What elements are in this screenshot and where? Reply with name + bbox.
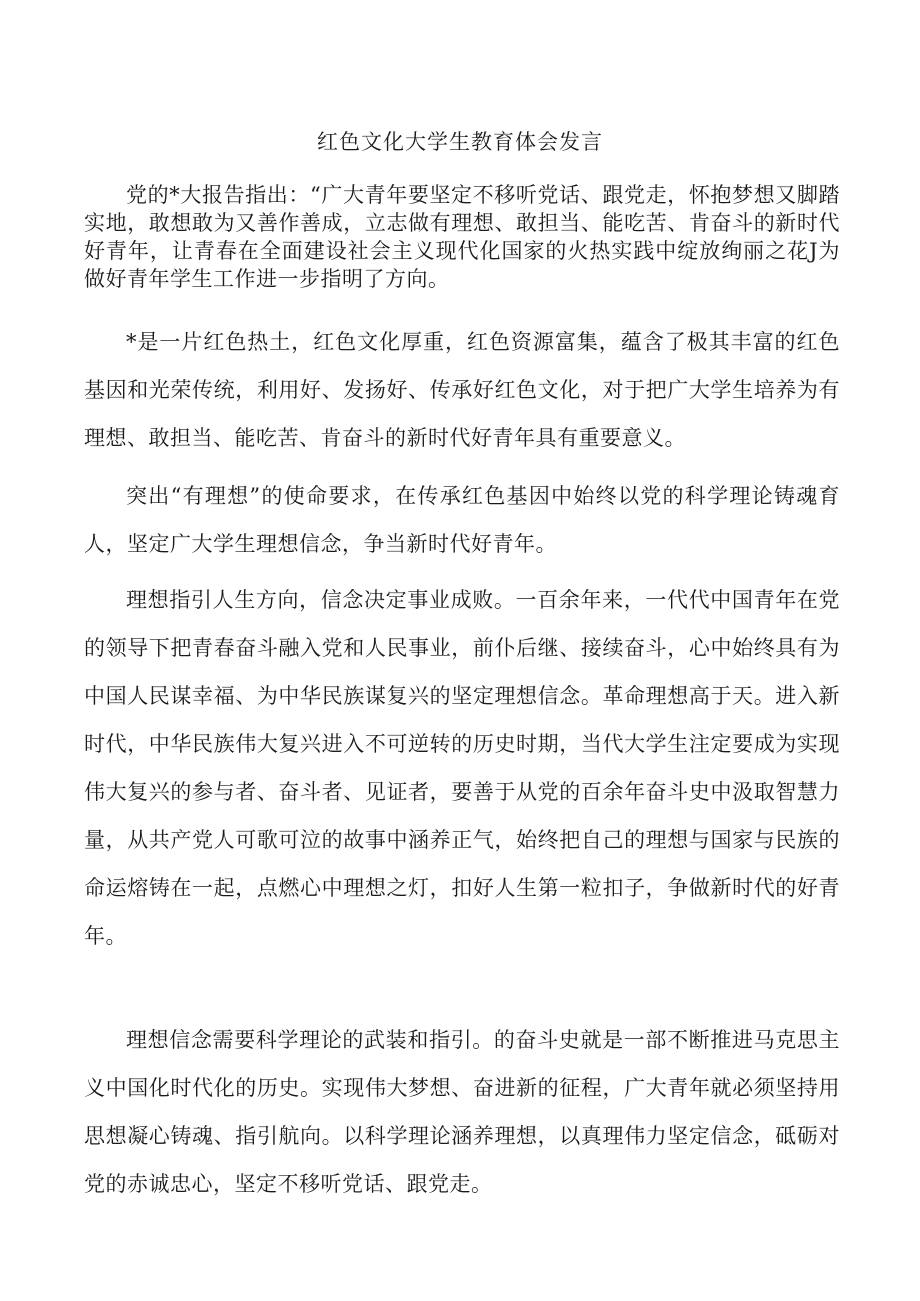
paragraph-1: 党的*大报告指出：“广大青年要坚定不移听党话、跟党走，怀抱梦想又脚踏实地，敢想敢为又善作善成，立志做有理想、敢担当、能吃苦、肯奋斗的新时代好青年，让青春在全面建设社会主义现代化国家的火热实践中绽放绚丽之花J为做好青年学生工作进一步指明了方向。	[84, 183, 840, 291]
paragraph-3: 突出“有理想”的使命要求，在传承红色基因中始终以党的科学理论铸魂育人，坚定广大学生理想信念，争当新时代好青年。	[84, 484, 840, 556]
paragraph-5: 理想信念需要科学理论的武装和指引。的奋斗史就是一部不断推进马克思主义中国化时代化的历史。实现伟大梦想、奋进新的征程，广大青年就必须坚持用思想凝心铸魂、指引航向。以科学理论涵养理想，以真理伟力坚定信念，砥砺对党的赤诚忠心，坚定不移听党话、跟党走。	[84, 1028, 840, 1196]
paragraph-2: *是一片红色热土，红色文化厚重，红色资源富集，蕴含了极其丰富的红色基因和光荣传统，利用好、发扬好、传承好红色文化，对于把广大学生培养为有理想、敢担当、能吃苦、肯奋斗的新时代好青年具有重要意义。	[84, 330, 840, 450]
paragraph-4: 理想指引人生方向，信念决定事业成败。一百余年来，一代代中国青年在党的领导下把青春奋斗融入党和人民事业，前仆后继、接续奋斗，心中始终具有为中国人民谋幸福、为中华民族谋复兴的坚定理想信念。革命理想高于天。进入新时代，中华民族伟大复兴进入不可逆转的历史时期，当代大学生注定要成为实现伟大复兴的参与者、奋斗者、见证者，要善于从党的百余年奋斗史中汲取智慧力量，从共产党人可歌可泣的故事中涵养正气，始终把自己的理想与国家与民族的命运熔铸在一起，点燃心中理想之灯，扣好人生第一粒扣子，争做新时代的好青年。	[84, 588, 840, 948]
document-title: 红色文化大学生教育体会发言	[317, 130, 603, 154]
